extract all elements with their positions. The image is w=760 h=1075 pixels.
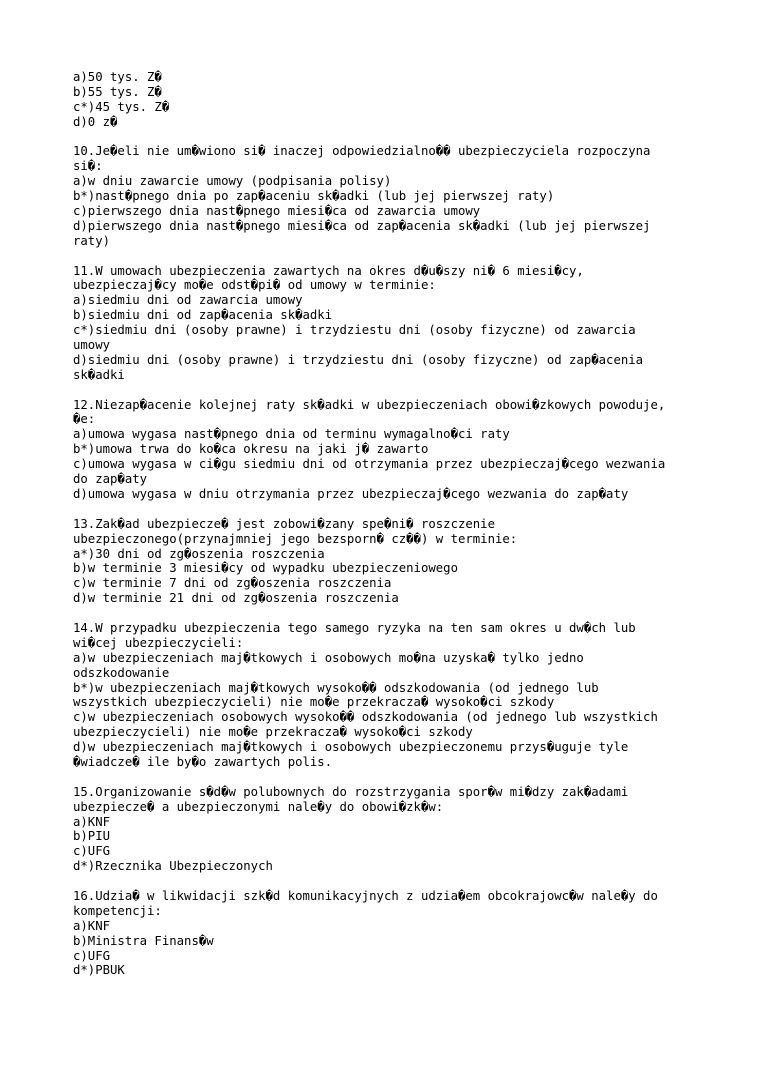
text-line: b*)w ubezpieczeniach maj�tkowych wysoko�� odszkodowania (od jednego lub [73,680,599,695]
text-line: wi�cej ubezpieczycieli: [73,635,244,650]
text-line: 15.Organizowanie s�d�w polubownych do rozstrzygania spor�w mi�dzy zak�adami [73,784,629,799]
text-line: c*)45 tys. Z� [73,99,170,114]
text-line: d)siedmiu dni (osoby prawne) i trzydziestu dni (osoby fizyczne) od zap�acenia [73,352,644,367]
question-block [73,621,713,770]
text-line: c)pierwszego dnia nast�pnego miesi�ca od zawarcia umowy [73,204,481,219]
text-line: d)w ubezpieczeniach maj�tkowych i osobowych ubezpieczonemu przys�uguje tyle [73,740,629,755]
block-spacer [73,130,713,145]
question-block [73,517,713,606]
text-line: c)UFG [73,844,111,859]
text-line: 11.W umowach ubezpieczenia zawartych na okres d�u�szy ni� 6 miesi�cy, [73,263,584,278]
block-spacer [73,383,713,398]
text-line: wszystkich ubezpieczycieli) nie mo�e przekracza� wysoko�ci szkody [73,695,555,710]
text-line: c)UFG [73,948,111,963]
text-line: b)Ministra Finans�w [73,933,214,948]
text-line: d*)Rzecznika Ubezpieczonych [73,859,273,874]
text-line: b)siedmiu dni od zap�acenia sk�adki [73,308,333,323]
answer-block [73,70,713,130]
text-line: b*)nast�pnego dnia po zap�aceniu sk�adki (lub jej pierwszej raty) [73,189,555,204]
text-line: ubezpiecze� a ubezpieczonymi nale�y do obowi�zk�w: [73,799,444,814]
text-line: ubezpieczonego(przynajmniej jego bezsporn� cz��) w terminie: [73,531,518,546]
text-line: sk�adki [73,367,125,382]
text-line: c)umowa wygasa w ci�gu siedmiu dni od otrzymania przez ubezpieczaj�cego wezwania [73,457,666,472]
text-line: b)PIU [73,829,111,844]
text-line: d)w terminie 21 dni od zg�oszenia roszczenia [73,591,399,606]
block-spacer [73,606,713,621]
text-line: a)KNF [73,814,111,829]
text-line: kompetencji: [73,903,162,918]
question-block [73,398,713,502]
text-line: a)w ubezpieczeniach maj�tkowych i osobowych mo�na uzyska� tylko jedno [73,650,584,665]
text-line: a*)30 dni od zg�oszenia roszczenia [73,546,325,561]
question-block [73,264,713,383]
text-line: b)w terminie 3 miesi�cy od wypadku ubezpieczeniowego [73,561,458,576]
text-line: d)0 z� [73,114,118,129]
text-line: a)50 tys. Z� [73,70,162,84]
document-body [73,70,713,978]
text-line: c*)siedmiu dni (osoby prawne) i trzydziestu dni (osoby fizyczne) od zawarcia [73,323,636,338]
text-line: 12.Niezap�acenie kolejnej raty sk�adki w ubezpieczeniach obowi�zkowych powoduje, [73,397,666,412]
text-line: 10.Je�eli nie um�wiono si� inaczej odpowiedzialno�� ubezpieczyciela rozpoczyna [73,144,651,159]
question-block [73,785,713,874]
text-line: a)siedmiu dni od zawarcia umowy [73,293,303,308]
text-line: �wiadcze� ile by�o zawartych polis. [73,754,333,769]
text-line: ubezpieczycieli) nie mo�e przekracza� wysoko�ci szkody [73,725,473,740]
text-line: c)w ubezpieczeniach osobowych wysoko�� odszkodowania (od jednego lub wszystkich [73,710,658,725]
text-line: d*)PBUK [73,963,125,978]
text-line: raty) [73,233,111,248]
text-line: a)KNF [73,918,111,933]
text-line: odszkodowanie [73,665,170,680]
text-line: 16.Udzia� w likwidacji szk�d komunikacyjnych z udzia�em obcokrajowc�w nale�y do [73,888,658,903]
text-line: a)w dniu zawarcie umowy (podpisania polisy) [73,174,392,189]
text-line: 13.Zak�ad ubezpiecze� jest zobowi�zany spe�ni� roszczenie [73,516,495,531]
text-line: a)umowa wygasa nast�pnego dnia od terminu wymagalno�ci raty [73,427,510,442]
text-line: �e: [73,412,96,427]
text-line: b*)umowa trwa do ko�ca okresu na jaki j� zawarto [73,442,429,457]
block-spacer [73,874,713,889]
block-spacer [73,249,713,264]
text-line: b)55 tys. Z� [73,84,162,99]
text-line: d)umowa wygasa w dniu otrzymania przez ubezpieczaj�cego wezwania do zap�aty [73,486,629,501]
question-block [73,889,713,978]
text-line: d)pierwszego dnia nast�pnego miesi�ca od zap�acenia sk�adki (lub jej pierwszej [73,218,651,233]
text-line: ubezpieczaj�cy mo�e odst�pi� od umowy w terminie: [73,278,436,293]
text-line: c)w terminie 7 dni od zg�oszenia roszczenia [73,576,392,591]
text-line: 14.W przypadku ubezpieczenia tego samego ryzyka na ten sam okres u dw�ch lub [73,620,636,635]
text-line: umowy [73,338,111,353]
question-block [73,144,713,248]
text-line: do zap�aty [73,472,148,487]
block-spacer [73,770,713,785]
block-spacer [73,502,713,517]
text-line: si�: [73,159,103,174]
